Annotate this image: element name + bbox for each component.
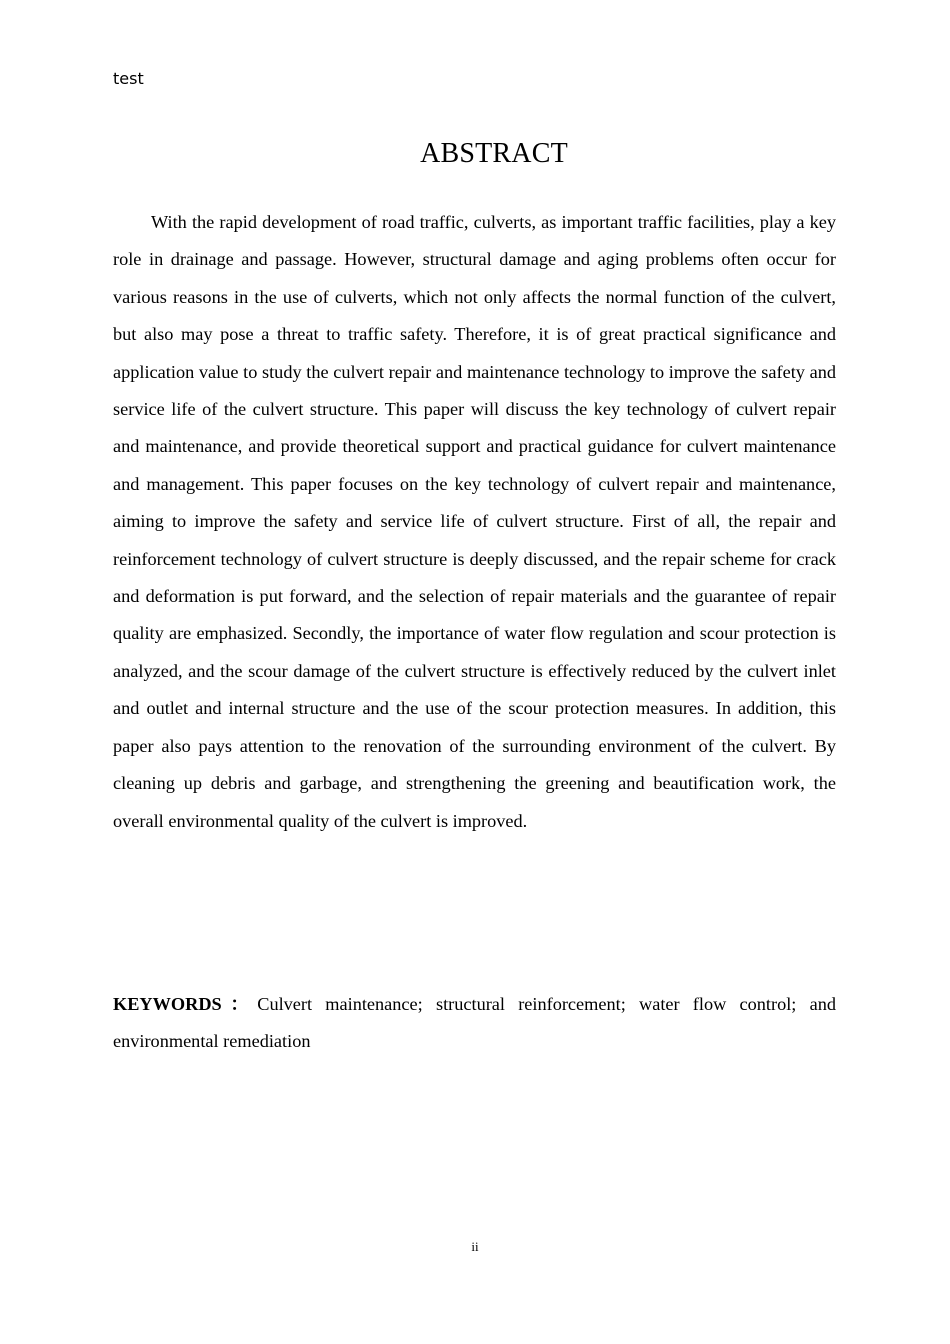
- page-number: ii: [471, 1239, 479, 1254]
- keywords-text: Culvert maintenance; structural reinforcement; water flow control; and environmental remediation: [113, 994, 836, 1052]
- page-header-text: test: [113, 69, 144, 88]
- keywords-paragraph: [113, 986, 836, 1061]
- abstract-title: ABSTRACT: [420, 138, 568, 169]
- abstract-body: With the rapid development of road traffic, culverts, as important traffic facilities, play a key role in drainage and passage. However, structural damage and aging problems often occur for various reasons in the use of culverts, which not only affects the normal function of the culvert, but also may pose a threat to traffic safety. Therefore, it is of great practical significance and application value to study the culvert repair and maintenance technology to improve the safety and service life of the culvert structure. This paper will discuss the key technology of culvert repair and maintenance, and provide theoretical support and practical guidance for culvert maintenance and management. This paper focuses on the key technology of culvert repair and maintenance, aiming to improve the safety and service life of culvert structure. First of all, the repair and reinforcement technology of culvert structure is deeply discussed, and the repair scheme for crack and deformation is put forward, and the selection of repair materials and the guarantee of repair quality are emphasized. Secondly, the importance of water flow regulation and scour protection is analyzed, and the scour damage of the culvert structure is effectively reduced by the culvert inlet and outlet and internal structure and the use of the scour protection measures. In addition, this paper also pays attention to the renovation of the surrounding environment of the culvert. By cleaning up debris and garbage, and strengthening the greening and beautification work, the overall environmental quality of the culvert is improved.: [113, 212, 836, 831]
- keywords-label: KEYWORDS：: [113, 994, 258, 1014]
